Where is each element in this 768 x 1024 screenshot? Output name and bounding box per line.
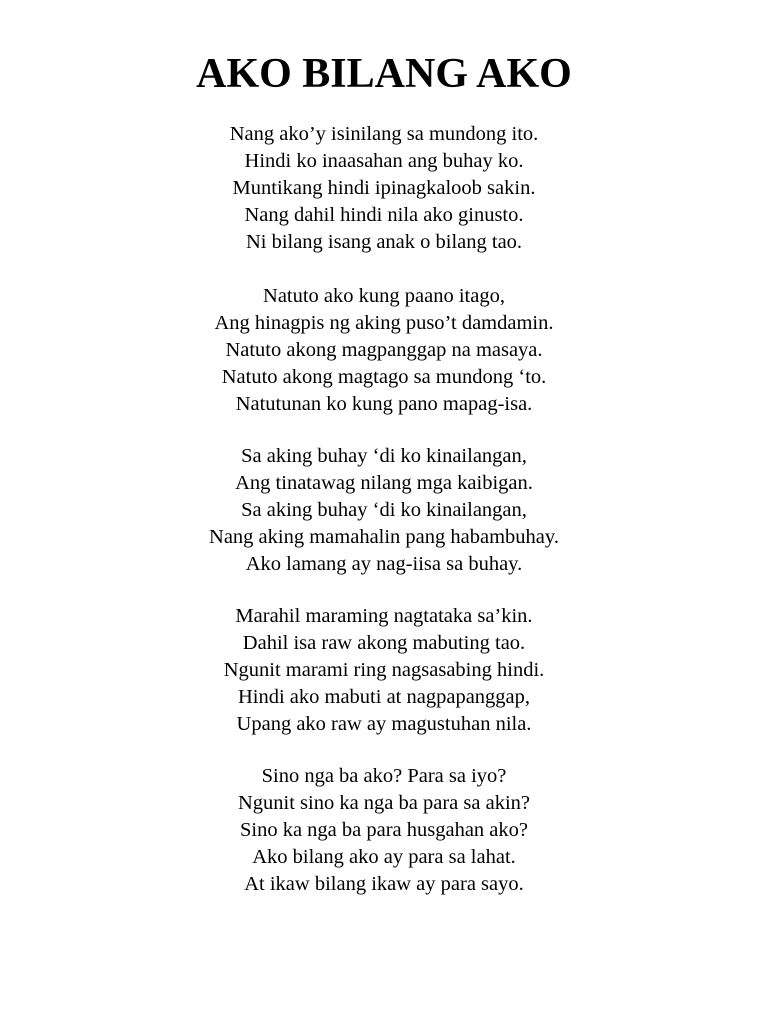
poem-line: Nang aking mamahalin pang habambuhay. [209, 526, 559, 548]
poem-line: Ang tinatawag nilang mga kaibigan. [235, 472, 533, 494]
poem-line: Sa aking buhay ‘di ko kinailangan, [241, 499, 527, 521]
poem-line: Sino ka nga ba para husgahan ako? [239, 819, 529, 841]
poem-line: Ni bilang isang anak o bilang tao. [245, 231, 523, 253]
poem-line: Hindi ako mabuti at nagpapanggap, [237, 686, 531, 708]
poem-line: Natuto akong magtago sa mundong ‘to. [221, 366, 547, 388]
stanza-2 [0, 283, 768, 418]
poem-line: Nang dahil hindi nila ako ginusto. [244, 204, 524, 226]
poem-line: Ang hinagpis ng aking puso’t damdamin. [214, 312, 554, 334]
stanza-4 [0, 603, 768, 738]
poem-line: Ngunit marami ring nagsasabing hindi. [223, 659, 545, 681]
poem-line: Marahil maraming nagtataka sa’kin. [235, 605, 533, 627]
poem-line: Nang ako’y isinilang sa mundong ito. [229, 123, 539, 145]
poem-line: Ako bilang ako ay para sa lahat. [252, 846, 516, 868]
poem-line: Sino nga ba ako? Para sa iyo? [261, 765, 507, 787]
poem-line: Sa aking buhay ‘di ko kinailangan, [241, 445, 527, 467]
poem-line: Natuto ako kung paano itago, [263, 285, 505, 307]
poem-line: At ikaw bilang ikaw ay para sayo. [244, 873, 524, 895]
poem-line: Natuto akong magpanggap na masaya. [225, 339, 543, 361]
poem-line: Hindi ko inaasahan ang buhay ko. [244, 150, 524, 172]
poem-line: Ngunit sino ka nga ba para sa akin? [237, 792, 531, 814]
poem-line: Dahil isa raw akong mabuting tao. [242, 632, 526, 654]
stanza-1 [0, 121, 768, 256]
poem-line: Muntikang hindi ipinagkaloob sakin. [232, 177, 536, 199]
stanza-5 [0, 763, 768, 898]
poem-line: Natutunan ko kung pano mapag-isa. [235, 393, 533, 415]
poem-title: AKO BILANG AKO [196, 51, 572, 97]
poem-line: Upang ako raw ay magustuhan nila. [236, 713, 532, 735]
poem-line: Ako lamang ay nag-iisa sa buhay. [245, 553, 523, 575]
stanza-3 [0, 443, 768, 578]
